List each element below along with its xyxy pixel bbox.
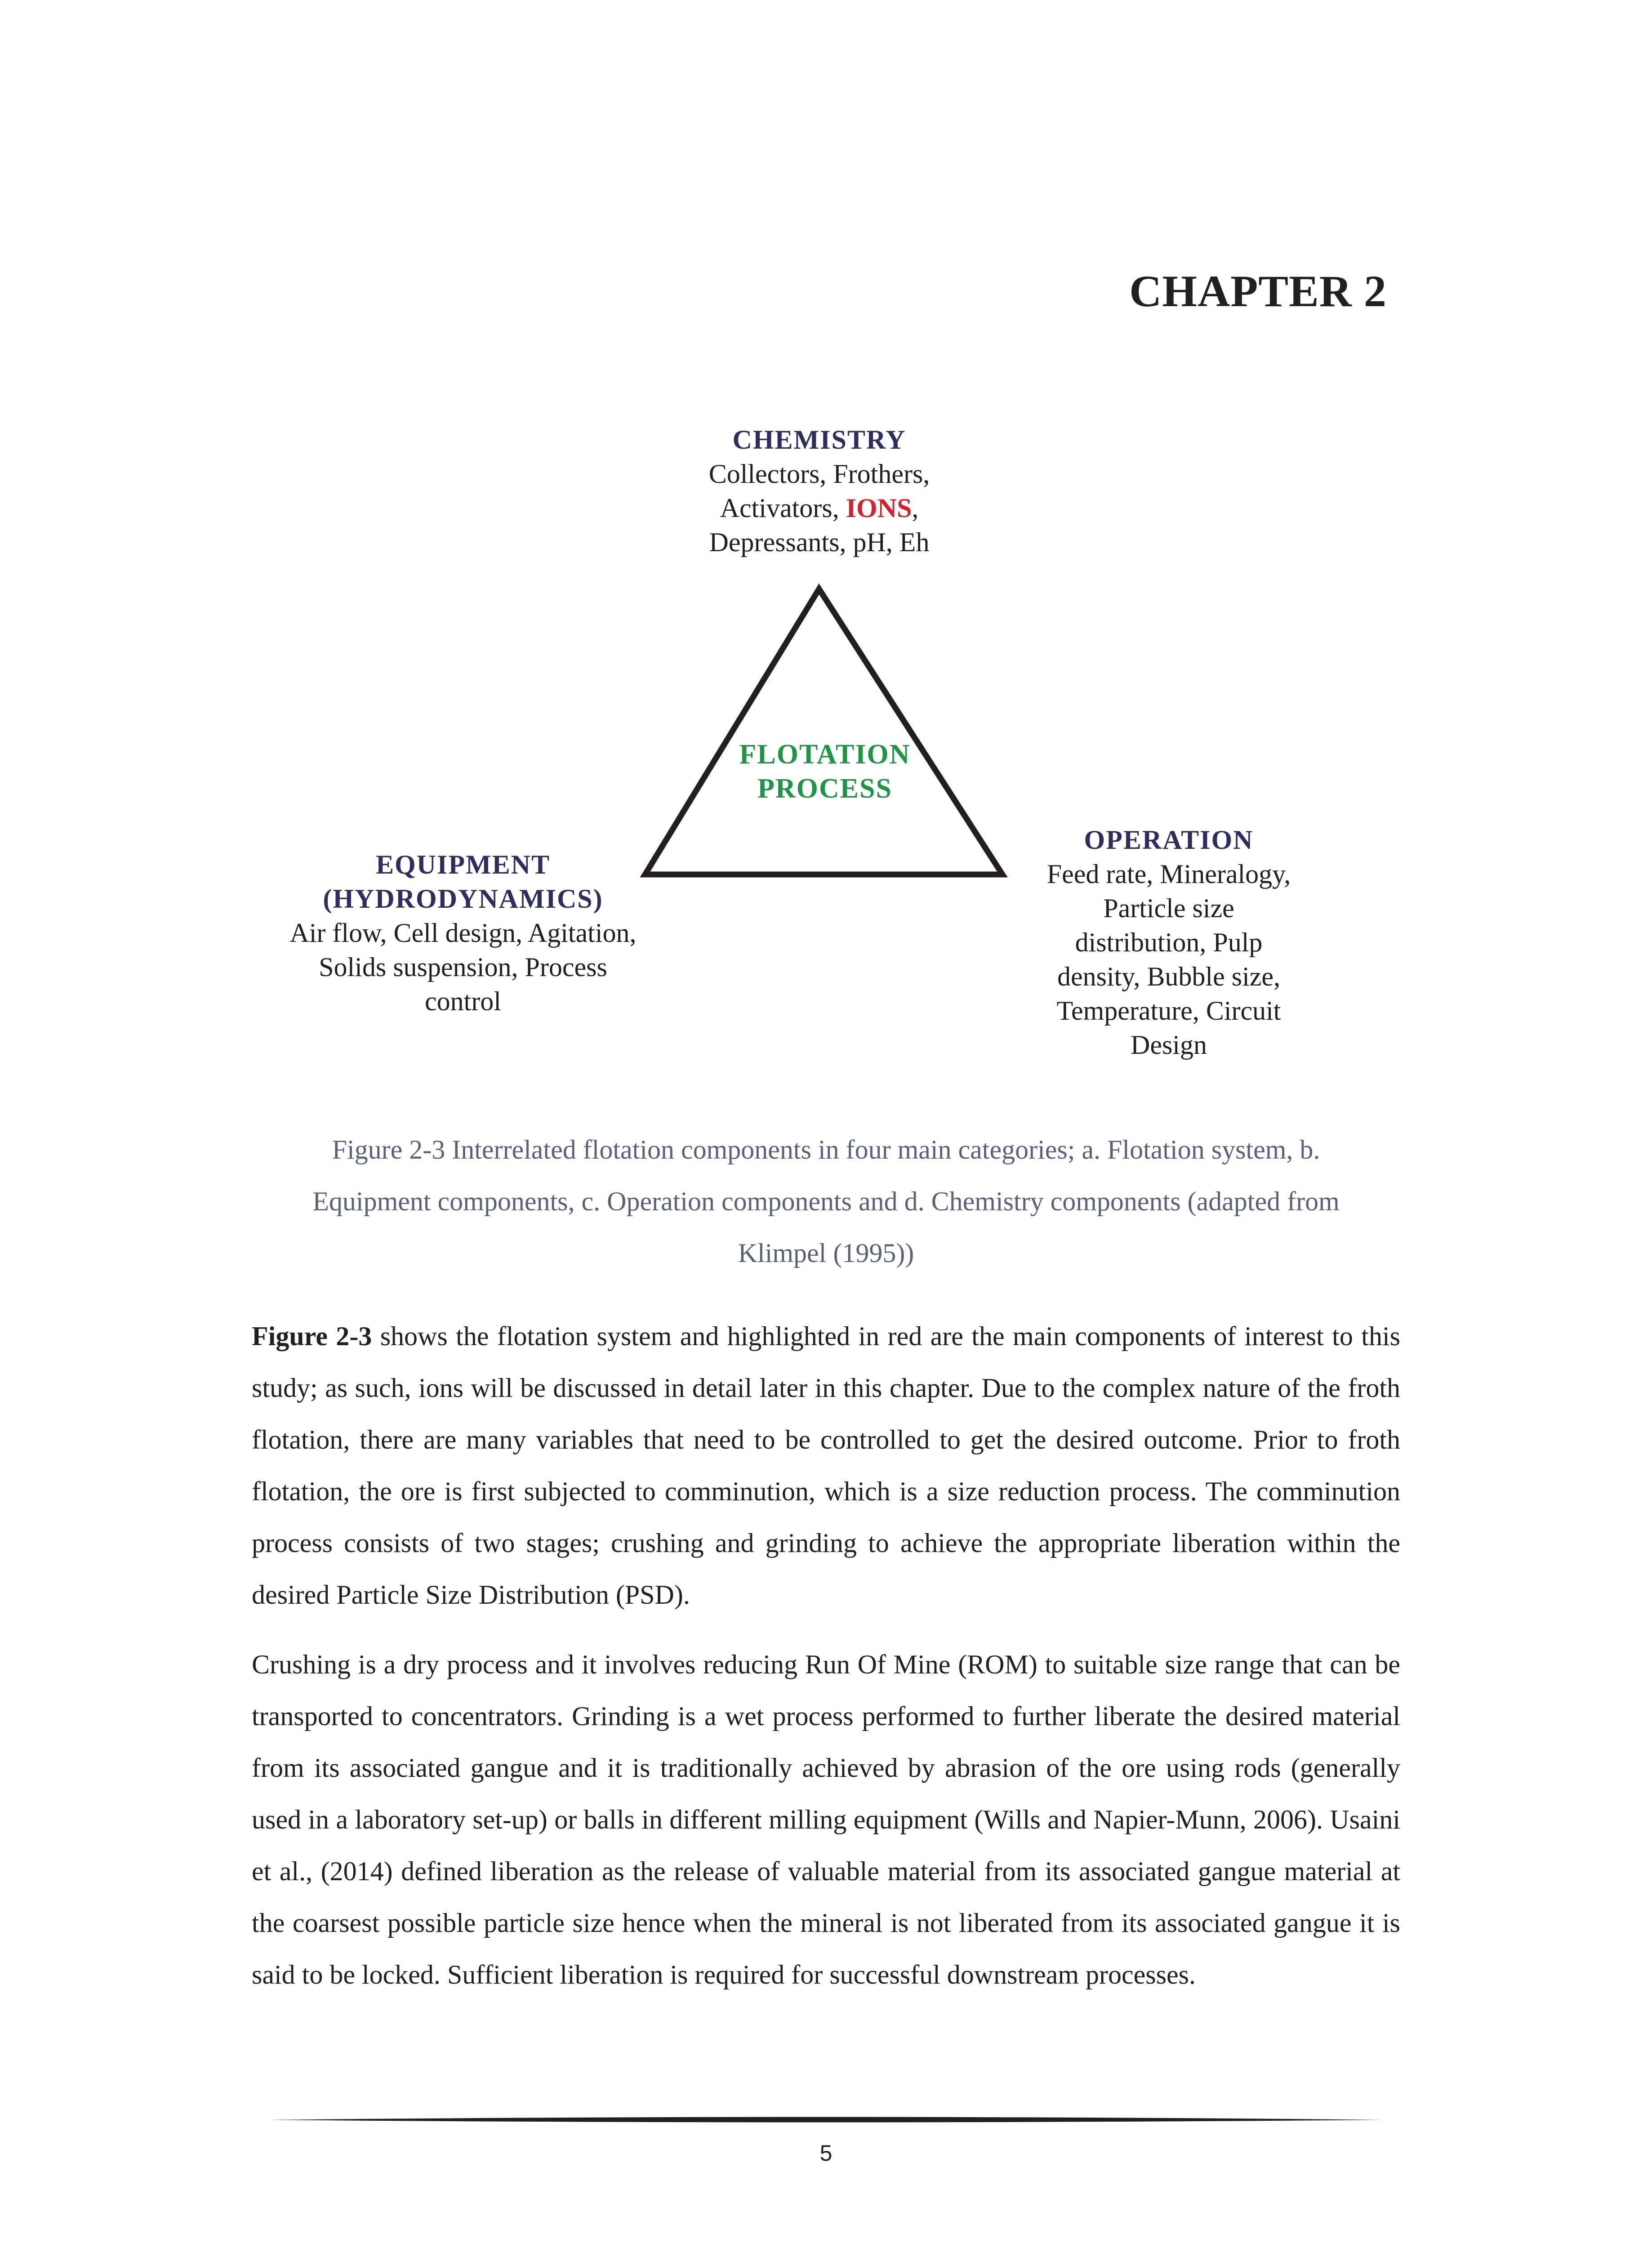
- caption-line: Figure 2-3 Interrelated flotation components in four main categories; a. Flotation system, b.: [332, 1135, 1320, 1164]
- ions-highlight: IONS: [846, 493, 912, 523]
- operation-line: Temperature, Circuit: [1056, 996, 1281, 1026]
- equipment-heading: (HYDRODYNAMICS): [323, 884, 603, 914]
- figure-reference: Figure 2-3: [252, 1321, 372, 1351]
- paragraph-text: Crushing is a dry process and it involves reducing Run Of Mine (ROM) to suitable size range that can be transported to concentrators. Grinding is a wet process performed to further liberate the desired material from its associated gangue and it is traditionally achieved by abrasion of the ore using rods (generally used in a laboratory set-up) or balls in different milling equipment (Wills and Napier-Munn, 2006). Usaini et al., (2014) defined liberation as the release of valuable material from its associated gangue material at the coarsest possible particle size hence when the mineral is not liberated from its associated gangue it is said to be locked. Sufficient liberation is required for successful downstream processes.: [252, 1650, 1400, 1989]
- operation-line: Feed rate, Mineralogy,: [1046, 859, 1291, 889]
- center-line: PROCESS: [757, 773, 892, 804]
- paragraph-text: shows the flotation system and highlighted in red are the main components of interest to this study; as such, ions will be discussed in detail later in this chapter. Due to the complex nature of the froth flotation, there are many variables that need to be controlled to get the desired outcome. Prior to froth flotation, the ore is first subjected to comminution, which is a size reduction process. The comminution process consists of two stages; crushing and grinding to achieve the appropriate liberation within the desired Particle Size Distribution (PSD).: [252, 1321, 1400, 1610]
- chemistry-line: [656, 491, 982, 525]
- paragraph-2: [252, 1639, 1400, 2001]
- operation-line: Design: [1131, 1030, 1207, 1060]
- paragraph-1: [252, 1311, 1400, 1621]
- operation-line: distribution, Pulp: [1075, 928, 1263, 957]
- equipment-line: Solids suspension, Process: [319, 952, 607, 982]
- flotation-process-label: [712, 737, 937, 806]
- chapter-title: CHAPTER 2: [1129, 266, 1387, 316]
- equipment-block: [265, 847, 661, 1018]
- flotation-diagram: [0, 0, 1652, 1079]
- operation-heading: OPERATION: [1084, 825, 1254, 855]
- chemistry-heading: CHEMISTRY: [732, 425, 906, 455]
- operation-line: Particle size: [1103, 893, 1234, 923]
- equipment-heading: EQUIPMENT: [375, 850, 551, 879]
- chemistry-text: Activators,: [720, 493, 846, 523]
- equipment-line: control: [425, 986, 501, 1016]
- page-number: 5: [819, 2141, 833, 2166]
- chemistry-line: Depressants, pH, Eh: [709, 527, 930, 557]
- footer-rule: [270, 2113, 1382, 2127]
- equipment-line: Air flow, Cell design, Agitation,: [289, 918, 637, 948]
- caption-line: Equipment components, c. Operation components and d. Chemistry components (adapted from: [312, 1186, 1340, 1216]
- chemistry-line: Collectors, Frothers,: [708, 459, 930, 489]
- chemistry-block: [656, 423, 982, 559]
- caption-line: Klimpel (1995)): [738, 1238, 914, 1268]
- operation-block: [998, 823, 1340, 1062]
- operation-line: density, Bubble size,: [1057, 962, 1281, 991]
- center-line: FLOTATION: [739, 739, 911, 770]
- chemistry-text: ,: [912, 493, 919, 523]
- figure-caption: [252, 1124, 1400, 1279]
